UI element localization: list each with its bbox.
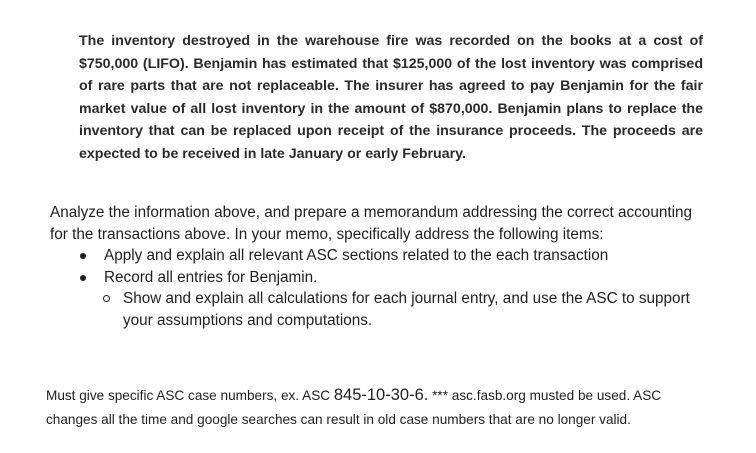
requirements-list: [80, 245, 608, 288]
note-line: changes all the time and google searches can result in old case numbers that are no longer valid.: [46, 412, 631, 427]
sub-requirement: [103, 288, 753, 331]
instructions-paragraph: [50, 202, 730, 245]
paragraph-line: $750,000 (LIFO). Benjamin has estimated that $125,000 of the lost inventory was comprised: [79, 55, 703, 72]
asc-note: [46, 383, 736, 432]
asc-code-example: 845-10-30-6.: [333, 386, 429, 404]
sub-requirement-line: your assumptions and computations.: [123, 311, 373, 329]
list-item: [80, 267, 608, 289]
note-text: Must give specific ASC case numbers, ex. ASC: [46, 388, 334, 403]
note-text: *** asc.fasb.org musted be used. ASC: [428, 388, 662, 403]
paragraph-line: of rare parts that are not replaceable. The insurer has agreed to pay Benjamin for the fair: [79, 78, 703, 95]
list-item-text: Record all entries for Benjamin.: [104, 268, 318, 286]
sub-requirement-line: Show and explain all calculations for each journal entry, and use the ASC to support: [123, 290, 690, 307]
paragraph-line: for the transactions above. In your memo, specifically address the following items:: [50, 225, 604, 243]
list-item-text: Apply and explain all relevant ASC sections related to the each transaction: [104, 247, 609, 264]
bullet-icon: [80, 253, 86, 259]
paragraph-line: Analyze the information above, and prepare a memorandum addressing the correct accounting: [50, 204, 692, 221]
hollow-bullet-icon: [103, 295, 110, 302]
paragraph-line: inventory that can be replaced upon receipt of the insurance proceeds. The proceeds are: [79, 123, 703, 140]
paragraph-line: expected to be received in late January or early February.: [79, 145, 466, 162]
paragraph-line: market value of all lost inventory in the amount of $870,000. Benjamin plans to replace the: [79, 100, 703, 117]
note-line: [46, 383, 736, 408]
fire-inventory-paragraph: [79, 30, 703, 166]
list-item: [80, 245, 608, 267]
paragraph-line: The inventory destroyed in the warehouse fire was recorded on the books at a cost of: [79, 33, 703, 49]
bullet-icon: [80, 275, 86, 281]
